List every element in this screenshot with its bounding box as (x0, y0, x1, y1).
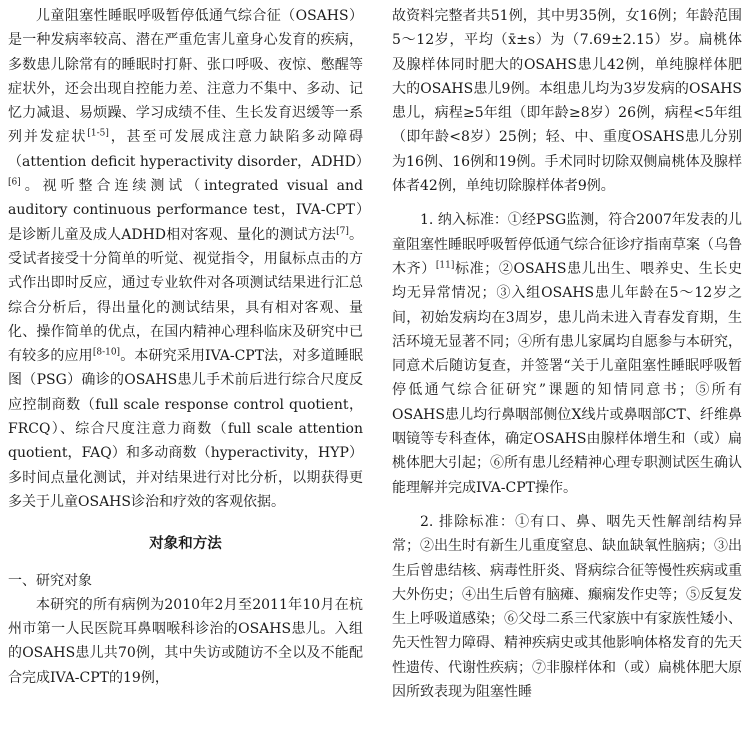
paragraph-gap (392, 198, 742, 208)
subjects-paragraph: 本研究的所有病例为2010年2月至2011年10月在杭州市第一人民医院耳鼻咽喉科诊治的OSAHS患儿。入组的OSAHS患儿共70例，其中失访或随访不全以及不能配合完成IVA-CPT的19例， (8, 596, 363, 686)
citation-ref: [8-10] (92, 347, 121, 358)
citation-ref: [7] (336, 226, 349, 237)
citation-ref: [1-5] (87, 128, 109, 139)
subsection-heading: 一、研究对象 (8, 572, 92, 589)
subjects-continued-paragraph: 故资料完整者共51例，其中男35例，女16例；年龄范围5～12岁，平均（x̄±s）为（7.69±2.15）岁。扁桃体及腺样体同时肥大的OSAHS患儿42例，单纯腺样体肥大的OSAHS患儿9例。本组患儿均为3岁发病的OSAHS患儿，病程≥5年组（即年龄≥8岁）26例，病程<5年组（即年龄<8岁）25例；轻、中、重度OSAHS患儿分别为16例、16例和19例。手术同时切除双侧扁桃体及腺样体者42例，单纯切除腺样体者9例。 (392, 8, 742, 195)
citation-ref: [6] (8, 177, 21, 188)
paragraph-gap (392, 500, 742, 510)
inclusion-criteria-paragraph: 1. 纳入标准：①经PSG监测，符合2007年发表的儿童阻塞性睡眠呼吸暂停低通气综合征诊疗指南草案（乌鲁木齐）[11]标准；②OSAHS患儿出生、喂养史、生长史均无异常情况；③入组OSAHS患儿年龄在5～12岁之间，初始发病均在3周岁，患儿尚未进入青春发育期，生活环境无显著不同；④所有患儿家属均自愿参与本研究，同意术后随访复查，并签署“关于儿童阻塞性睡眠呼吸暂停低通气综合征研究”课题的知情同意书；⑤所有OSAHS患儿均行鼻咽部侧位X线片或鼻咽部CT、纤维鼻咽镜等专科查体，确定OSAHS由腺样体增生和（或）扁桃体肥大引起；⑥所有患儿经精神心理专职测试医生确认能理解并完成IVA-CPT操作。 (392, 212, 743, 496)
left-column (8, 4, 370, 690)
right-column (392, 4, 742, 704)
exclusion-criteria-paragraph: 2. 排除标准：①有口、鼻、咽先天性解剖结构异常；②出生时有新生儿重度窒息、缺血缺氧性脑病；③出生后曾患结核、病毒性肝炎、肾病综合征等慢性疾病或重大外伤史；④出生后曾有脑瘫、癫痫发作史等；⑤反复发生上呼吸道感染；⑥父母二系三代家族中有家族性矮小、先天性智力障碍、精神疾病史或其他影响体格发育的先天性遗传、代谢性疾病；⑦非腺样体和（或）扁桃体肥大原因所致表现为阻塞性睡 (392, 513, 742, 701)
intro-paragraph: 儿童阻塞性睡眠呼吸暂停低通气综合征（OSAHS）是一种发病率较高、潜在严重危害儿童身心发育的疾病，多数患儿除常有的睡眠时打鼾、张口呼吸、夜惊、憋醒等症状外，还会出现自控能力差、注意力不集中、多动、记忆力减退、易烦躁、学习成绩不佳、生长发育迟缓等一系列并发症状[1-5]，甚至可发展成注意力缺陷多动障碍（attention deficit hyperactivity disorder，ADHD）[6]。视听整合连续测试（integrated visual and auditory continuous performance test，IVA-CPT）是诊断儿童及成人ADHD相对客观、量化的测试方法[7]。受试者接受十分简单的听觉、视觉指令，用鼠标点击的方式作出即时反应，通过专业软件对各项测试结果进行汇总综合分析后，得出量化的测试结果，具有相对客观、量化、操作简单的优点，在国内精神心理科临床及研究中已有较多的应用[8-10]。本研究采用IVA-CPT法，对多道睡眠图（PSG）确诊的OSAHS患儿手术前后进行综合尺度反应控制商数（full scale response control quotient，FRCQ）、综合尺度注意力商数（full scale attention quotient，FAQ）和多动商数（hyperactivity，HYP）多时间点量化测试，并对结果进行对比分析，以期获得更多关于儿童OSAHS诊治和疗效的客观依据。 (8, 8, 370, 510)
section-title: 对象和方法 (149, 535, 222, 553)
citation-ref: [11] (435, 260, 455, 271)
